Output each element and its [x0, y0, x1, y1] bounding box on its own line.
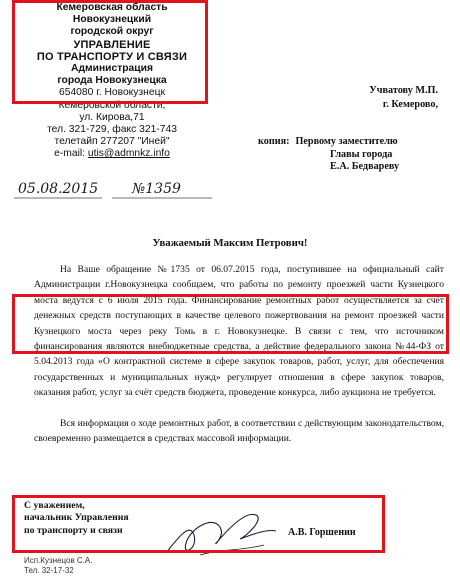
email-label: e-mail:: [54, 148, 86, 160]
address-email: [22, 148, 202, 160]
recipient-name: Учватову М.П.: [369, 85, 438, 96]
signature-highlight-box: [12, 495, 385, 553]
letterhead-department: УПРАВЛЕНИЕ: [73, 38, 151, 51]
letterhead-city: Новокузнецкий: [72, 14, 152, 26]
letterhead-region: Кемеровская область: [56, 2, 168, 13]
date-number-line: [14, 181, 212, 201]
executor-info: [24, 556, 92, 576]
greeting: Уважаемый Максим Петрович!: [152, 237, 308, 249]
copy-block: [258, 136, 448, 174]
copy-line-1: Первому заместителю: [295, 136, 398, 147]
copy-line-2: Главы города: [330, 148, 393, 160]
copy-line-3: Е.А. Бедвареву: [330, 161, 400, 173]
address-region: Кемеровской области,: [58, 99, 166, 111]
letter-date: 05.08.2015: [18, 181, 99, 197]
signatory-title-1: начальник Управления: [24, 512, 129, 524]
letterhead-department-scope: ПО ТРАНСПОРТУ И СВЯЗИ: [36, 50, 188, 63]
address-teletype: телетайп 277207 "Иней": [54, 136, 170, 148]
signatory-title-2: по транспорту и связи: [24, 524, 123, 536]
letterhead-district: городской округ: [70, 26, 154, 38]
email-link[interactable]: utis@admnkz.info: [87, 148, 170, 160]
letterhead-administration: Администрация: [71, 63, 153, 75]
funding-highlight-box: [12, 294, 449, 354]
address-street: ул. Кирова,71: [79, 111, 145, 123]
letter-number: №1359: [132, 181, 181, 197]
body-paragraph-2: Вся информация о ходе ремонтных работ, в соответствии с действующим законодательством, своевременно размещается в средствах массовой информации.: [34, 418, 444, 445]
closing-line: С уважением,: [24, 500, 85, 511]
executor-name: Исп.Кузнецов С.А.: [24, 556, 93, 565]
address-phone: тел. 321-729, факс 321-743: [47, 124, 177, 136]
address-postal: 654080 г. Новокузнецк: [59, 87, 165, 99]
letterhead-highlight-box: [12, 0, 208, 104]
copy-label: копия:: [258, 136, 290, 147]
paragraph-1-text: На Ваше обращение №1735 от 06.07.2015 года, поступившее на официальный сайт Администрации г.Новокузнецка сообщаем, что работы по ремонту проезжей части Кузнецкого моста ведутся с 6 июля 2015 года. Финансирование ремонтных работ осуществляется за счёт денежных средств поступающих в качестве целевого пожертвования на ремонт проезжей части Кузнецкого моста через реку Томь в г. Новокузнецке. В связи с тем, что источником финансирования являются внебюджетные средства, а действие федерального закона №44-ФЗ от 5.04.2013 года «О контрактной системе в сфере закупок товаров, работ, услуг, для обеспечения государственных и муниципальных нужд» регулирует отношения в сфере закупок товаров, оказания работ, услуг за счёт средств бюджета, проведение конкурса, либо аукциона не требуется.: [34, 264, 444, 399]
letterhead-city-name: города Новокузнецка: [57, 75, 167, 87]
recipient-city: г. Кемерово,: [382, 99, 438, 110]
recipient-block: [288, 84, 438, 112]
executor-phone: Тел. 32-17-32: [24, 566, 74, 575]
signatory-name: А.В. Горшенин: [288, 527, 356, 538]
